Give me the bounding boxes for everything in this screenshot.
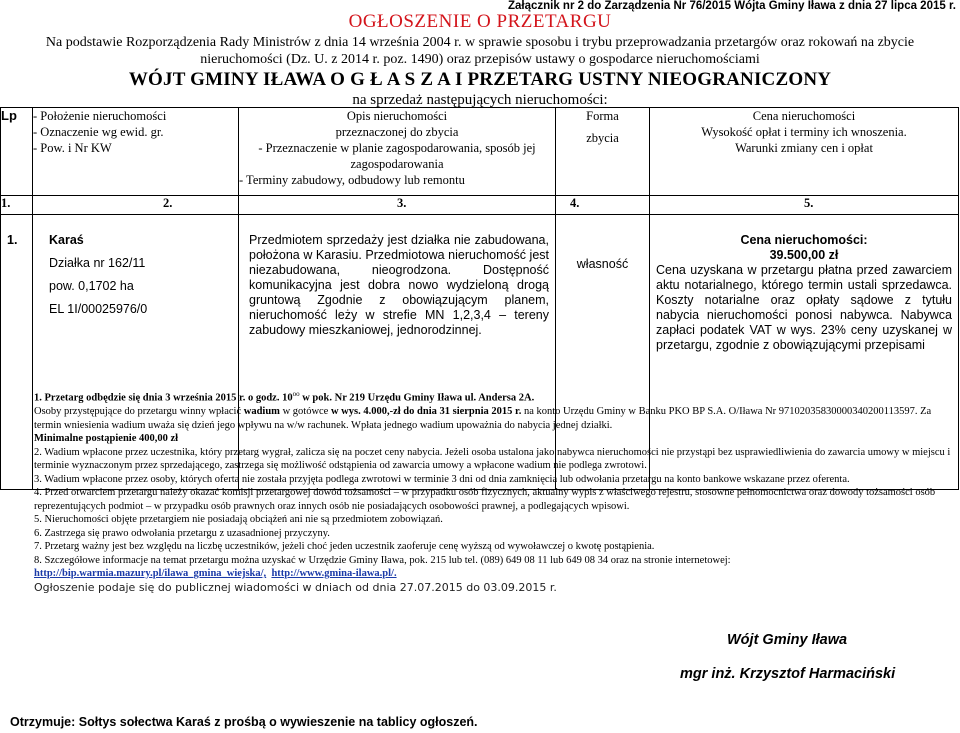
links-line xyxy=(34,567,954,581)
subtitle: na sprzedaż następujących nieruchomości: xyxy=(352,92,608,108)
deposit-intro: Osoby przystępujące do przetargu winny wpłacić xyxy=(34,406,244,417)
price-header xyxy=(650,108,959,196)
location-name: Karaś xyxy=(49,233,84,247)
note-4: 4. Przed otwarciem przetargu należy okazać komisji przetargowej dowód tożsamości – w przypadku osób fizycznych, aktualny wypis z właściwego rejestru, stosowne pełnomocnictwa oraz dowody tożsamości osób reprezentujących podmiot – w przypadku osób prawnych oraz innych osób nie posiadających osobowości prawnej, a podlegających wpisowi. xyxy=(34,487,936,512)
gmina-link[interactable]: http://www.gmina-ilawa.pl/. xyxy=(271,568,397,579)
description-header xyxy=(239,108,556,196)
form-header-line: zbycia xyxy=(586,131,619,145)
deposit-amount: w wys. 4.000,-zł do dnia 31 sierpnia 2015 r. xyxy=(330,406,522,417)
column-number: 3. xyxy=(239,196,556,215)
location-header-line: - Położenie nieruchomości xyxy=(33,109,167,123)
note-1 xyxy=(34,388,954,405)
note-3: 3. Wadium wpłacone przez osoby, których oferta nie została przyjęta podlega zwrotowi w terminie 3 dni od dnia zamknięcia lub odwołania przetargu na konto bankowe wskazane przez oferenta. xyxy=(34,473,850,485)
deposit-account: na konto Urzędu Gminy w Banku PKO BP S.A. O/Iława Nr 97102035830000340200113597. xyxy=(521,406,918,417)
column-numbers-row xyxy=(1,196,959,215)
note-5: 5. Nieruchomości objęte przetargiem nie posiadają obciążeń ani nie są przedmiotem zobowiązań. xyxy=(34,514,443,525)
description-cell: Przedmiotem sprzedaży jest działka nie zabudowana, położona w Karasiu. Przedmiotowa nieruchomość jest niezabudowana, nieogrodzona. Dostępność komunikacyjna jest dobra nowo wydzieloną drogą gruntową Zgodnie z obowiązującym planem, nieruchomość leży w strefie MN 1,2,3,4 – tereny zabudowy mieszkaniowej, jednorodzinnej. xyxy=(239,215,556,490)
price-terms: Cena uzyskana w przetargu płatna przed zawarciem aktu notarialnego, którego termin ustali sprzedawca. Koszty notarialne oraz opłaty sądowe z tytułu nabycia nieruchomości ponosi nabywca. Nabywca zapłaci podatek VAT w wys. 23% ceny uzyskanej w przetargu, zgodnie z obowiązującymi przepisami xyxy=(656,263,952,352)
column-number: 2. xyxy=(33,196,239,215)
location-header-line: - Oznaczenie wg ewid. gr. xyxy=(33,125,164,139)
description-header-line: przeznaczonej do zbycia xyxy=(335,125,459,139)
main-title: WÓJT GMINY IŁAWA O G Ł A S Z A I PRZETARG USTNY NIEOGRANICZONY xyxy=(128,69,832,90)
note-2: 2. Wadium wpłacone przez uczestnika, który przetarg wygrał, zalicza się na poczet ceny nabycia. Jeżeli osoba ustalona jako nabywca nieruchomości nie przystąpi bez usprawiedliwienia do zawarcia umowy w miejscu i terminie wyznaczonym przez sprzedającego, zastrzega się możliwość odstąpienia od zawarcia umowy a wpłacone wadium nie podlega zwrotowi. xyxy=(34,446,951,471)
column-number: 4. xyxy=(556,196,650,215)
column-number: 5. xyxy=(650,196,959,215)
deposit-cash: w gotówce xyxy=(279,406,331,417)
note-1-place: w pok. Nr 219 Urzędu Gminy Iława ul. Andersa 2A. xyxy=(299,392,535,404)
note-1-time: o godz. 10 xyxy=(247,392,293,404)
note-1-time-sup: oo xyxy=(292,390,300,398)
legal-basis: Na podstawie Rozporządzenia Rady Ministrów z dnia 14 września 2004 r. w sprawie sposobu i trybu przeprowadzania przetargów oraz rokowań na zbycie nieruchomości (Dz. U. z 2014 r. poz. 1490) oraz przepisów ustawy o gospodarce nieruchomościami xyxy=(45,35,915,67)
note-6: 6. Zastrzega się prawo odwołania przetargu z uzasadnionej przyczyny. xyxy=(34,527,330,539)
form-header xyxy=(556,108,650,196)
plot-area: pow. 0,1702 ha xyxy=(49,279,134,293)
price-header-line: Warunki zmiany cen i opłat xyxy=(735,141,873,155)
description-header-line: - Terminy zabudowy, odbudowy lub remontu xyxy=(239,173,465,187)
price-header-line: Cena nieruchomości xyxy=(752,109,856,123)
land-register-number: EL 1I/00025976/0 xyxy=(49,302,148,316)
price-header-line: Wysokość opłat i terminy ich wnoszenia. xyxy=(701,125,907,139)
note-1-deposit xyxy=(34,405,954,432)
note-8: 8. Szczegółowe informacje na temat przetargu można uzyskać w Urzędzie Gminy Iława, pok. 215 lub tel. (089) 649 08 11 lub 649 08 34 oraz na stronie internetowej: xyxy=(34,554,731,566)
location-header xyxy=(33,108,239,196)
minimum-increment: Minimalne postąpienie 400,00 zł xyxy=(34,433,179,444)
attachment-note: Załącznik nr 2 do Zarządzenia Nr 76/2015 Wójta Gminy Iława z dnia 27 lipca 2015 r. xyxy=(507,0,956,12)
table-header-row xyxy=(1,108,959,196)
column-number: 1. xyxy=(1,196,33,215)
notes-section xyxy=(34,388,954,594)
note-1-date: 1. Przetarg odbędzie się dnia 3 września 2015 r. xyxy=(34,392,248,404)
deposit-word: wadium xyxy=(243,406,280,417)
row-lp: 1. xyxy=(1,215,33,490)
price-label: Cena nieruchomości: xyxy=(740,233,868,247)
description-header-line: Opis nieruchomości xyxy=(346,109,448,123)
recipients-note: Otrzymuje: Sołtys sołectwa Karaś z prośbą o wywieszenie na tablicy ogłoszeń. xyxy=(10,715,478,729)
form-cell: własność xyxy=(556,215,650,490)
form-header-line: Forma xyxy=(586,109,619,123)
signatory-title: Wójt Gminy Iława xyxy=(727,632,848,648)
deposit-rules: Za termin wniesienia wadium uważa się dzień jego wpływu na w/w rachunek. Wpłata jednego wadium upoważnia do nabycia jednej działki. xyxy=(34,406,932,431)
publication-period: Ogłoszenie podaje się do publicznej wiadomości w dniach od dnia 27.07.2015 do 03.09.2015 r. xyxy=(34,580,557,594)
bip-link[interactable]: http://bip.warmia.mazury.pl/ilawa_gmina_wiejska/, xyxy=(34,568,267,579)
plot-number: Działka nr 162/11 xyxy=(49,256,146,270)
signatory-name: mgr inż. Krzysztof Harmaciński xyxy=(680,666,896,682)
note-7: 7. Przetarg ważny jest bez względu na liczbę uczestników, jeżeli choć jeden uczestnik zaoferuje cenę wyższą od wywoławczej o kwotę postąpienia. xyxy=(34,541,655,552)
price-value: 39.500,00 zł xyxy=(769,248,839,262)
description-header-line: - Przeznaczenie w planie zagospodarowania, sposób jej zagospodarowania xyxy=(258,141,536,171)
announcement-title: OGŁOSZENIE O PRZETARGU xyxy=(348,11,612,32)
location-header-line: - Pow. i Nr KW xyxy=(33,141,112,155)
lp-header: Lp xyxy=(1,108,33,196)
